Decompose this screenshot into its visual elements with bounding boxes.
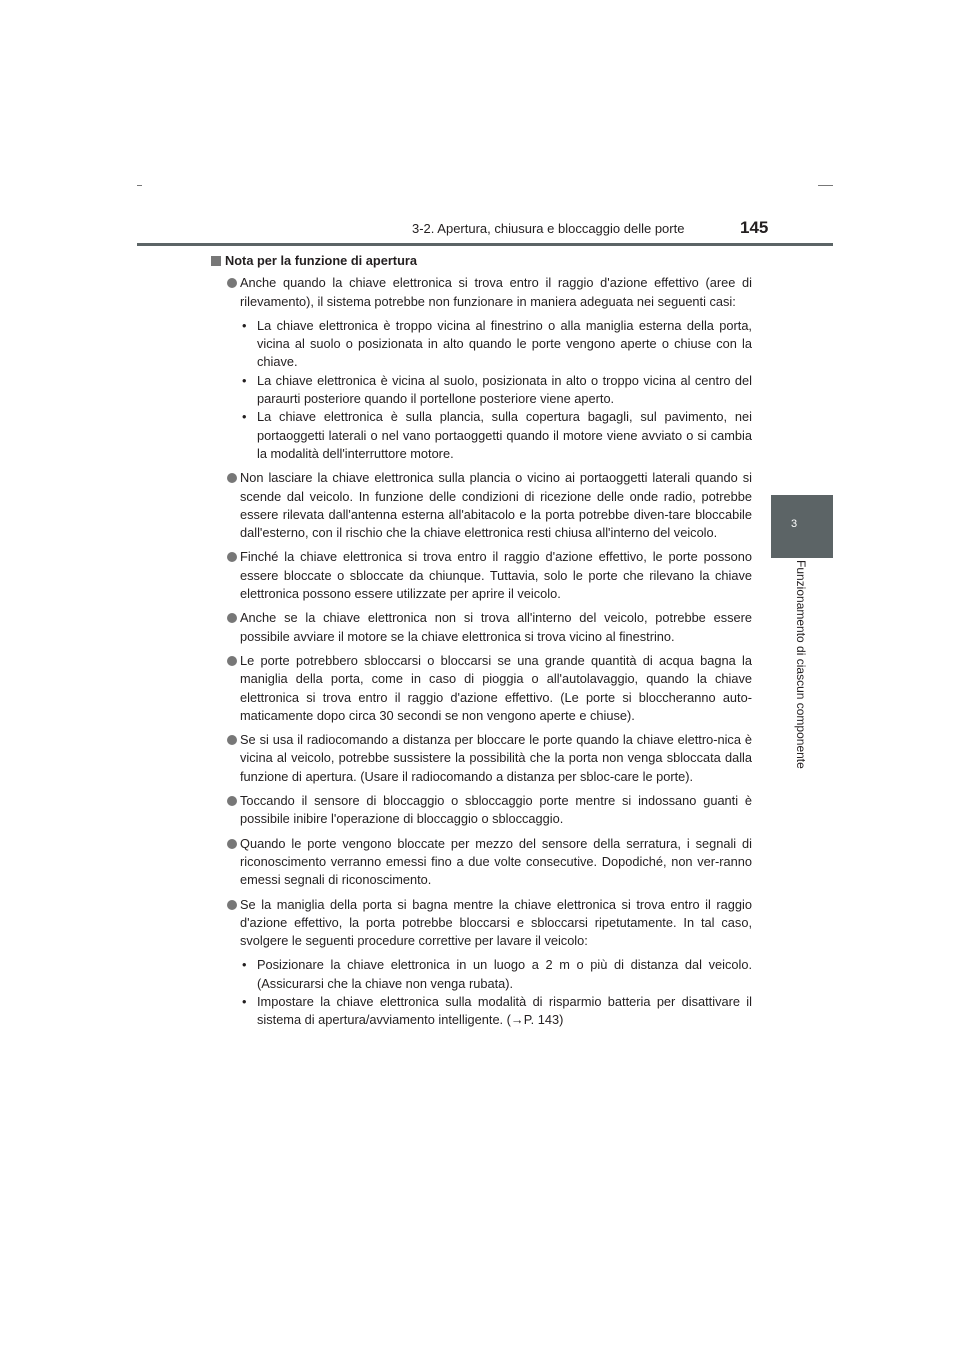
list-item-text: Anche quando la chiave elettronica si trova entro il raggio d'azione effettivo (aree di rilevamento), il sistema potrebbe non funzionare in maniera adeguata nei seguenti casi:: [240, 275, 752, 309]
sub-list-item-text: La chiave elettronica è vicina al suolo, posizionata in alto o troppo vicina al centro del paraurti posteriore quando il portellone posteriore viene aperto.: [257, 372, 752, 407]
chapter-side-label-text: Funzionamento di ciascun componente: [794, 560, 808, 769]
circle-bullet-icon: [227, 900, 237, 910]
list-item: [211, 274, 752, 463]
chapter-number: 3: [791, 518, 798, 530]
circle-bullet-icon: [227, 735, 237, 745]
page-number: 145: [740, 218, 769, 237]
list-item: [211, 731, 752, 786]
square-bullet-icon: [211, 256, 221, 266]
circle-bullet-icon: [227, 552, 237, 562]
list-item: [211, 469, 752, 542]
sub-list-item-text: La chiave elettronica è troppo vicina al finestrino o alla maniglia esterna della porta, vicina al suolo o posizionata in alto quando le porte vengono aperte o chiuse con la chiave.: [257, 317, 752, 370]
sub-list: [240, 956, 752, 1029]
chapter-side-label: [794, 560, 814, 784]
list-item-text: Toccando il sensore di bloccaggio o sbloccaggio porte mentre si indossano guanti è possibile inibire l'operazione di bloccaggio o sbloccaggio.: [240, 793, 752, 827]
list-item: [211, 652, 752, 725]
circle-bullet-icon: [227, 473, 237, 483]
circle-bullet-icon: [227, 278, 237, 288]
list-item-text: Le porte potrebbero sbloccarsi o bloccarsi se una grande quantità di acqua bagna la maniglia della porta, come in caso di pioggia o all'autolavaggio, quando la chiave elettronica si trova entro il raggio d'azione effettivo. (Le porte si bloccheranno auto-maticamente dopo circa 30 secondi se non vengono aperte e chiuse).: [240, 652, 752, 723]
header-title: 3-2. Apertura, chiusura e bloccaggio delle porte: [412, 221, 685, 236]
main-content: [211, 252, 752, 1036]
list-item-text: Se si usa il radiocomando a distanza per bloccare le porte quando la chiave elettro-nica è vicina al veicolo, potrebbe sussistere la possibilità che la porta non venga sbloccata dalla funzione di apertura. (Usare il radiocomando a distanza per sbloc-care le porte).: [240, 732, 752, 784]
list-item-text: Non lasciare la chiave elettronica sulla plancia o vicino ai portaoggetti laterali quando si scende dal veicolo. In funzione delle condizioni di ricezione delle onde radio, potrebbe essere rilevata dall'antenna esterna all'abitacolo e la porta potrebbe diven-tare bloccabile dall'esterno, con il rischio che la chiave elettronica resti chiusa all'interno del veicolo.: [240, 470, 752, 541]
sub-list-item: [240, 993, 752, 1030]
circle-bullet-icon: [227, 656, 237, 666]
circle-bullet-icon: [227, 796, 237, 806]
sub-bullet-icon: •: [242, 957, 247, 973]
list-item: [211, 835, 752, 890]
list-item: [211, 896, 752, 1030]
chapter-tab: [771, 495, 833, 558]
list-item-text: Finché la chiave elettronica si trova entro il raggio d'azione effettivo, le porte possono essere bloccate o sbloccate da chiunque. Tuttavia, solo le porte che rilevano la chiave elettronica possono essere utilizzate per aprire il veicolo.: [240, 549, 752, 602]
sub-list-item: [240, 317, 752, 372]
list-item: [211, 548, 752, 603]
header-rule: [137, 243, 833, 246]
list-item-text: Se la maniglia della porta si bagna mentre la chiave elettronica si trova entro il raggio d'azione effettivo, la porta potrebbe bloccarsi e sbloccarsi ripetutamente. In tal caso, svolgere le seguenti procedure correttive per lavare il veicolo:: [240, 896, 752, 949]
sub-bullet-icon: •: [242, 372, 247, 388]
sub-list-item: [240, 956, 752, 993]
section-heading: [211, 252, 752, 270]
list-item-text: Quando le porte vengono bloccate per mezzo del sensore della serratura, i segnali di riconoscimento verranno emessi fino a due volte consecutive. Dopodiché, non ver-ranno emessi segnali di riconoscimento.: [240, 835, 752, 888]
sub-list-item: [240, 408, 752, 463]
crop-mark-right: [818, 185, 833, 186]
sub-list-item-text: Impostare la chiave elettronica sulla modalità di risparmio batteria per disattivare il sistema di apertura/avviamento intelligente. (→P. 143): [257, 993, 752, 1028]
sub-list-item-text: La chiave elettronica è sulla plancia, sulla copertura bagagli, sul pavimento, nei portaoggetti laterali o nel vano portaoggetti quando il motore viene avviato o si cambia la modalità dell'interruttore motore.: [257, 409, 752, 461]
list-item: [211, 792, 752, 829]
section-heading-text: Nota per la funzione di apertura: [225, 253, 417, 268]
circle-bullet-icon: [227, 613, 237, 623]
sub-list-item-text: Posizionare la chiave elettronica in un luogo a 2 m o più di distanza dal veicolo. (Assicurarsi che la chiave non venga rubata).: [257, 957, 752, 991]
crop-mark-left: [137, 185, 142, 186]
sub-list-item: [240, 372, 752, 409]
sub-list: [240, 317, 752, 463]
circle-bullet-icon: [227, 839, 237, 849]
list-item-text: Anche se la chiave elettronica non si trova all'interno del veicolo, potrebbe essere possibile avviare il motore se la chiave elettronica si trova vicino al finestrino.: [240, 610, 752, 644]
list-item: [211, 609, 752, 646]
sub-bullet-icon: •: [242, 409, 247, 425]
sub-bullet-icon: •: [242, 993, 247, 1009]
sub-bullet-icon: •: [242, 317, 247, 333]
